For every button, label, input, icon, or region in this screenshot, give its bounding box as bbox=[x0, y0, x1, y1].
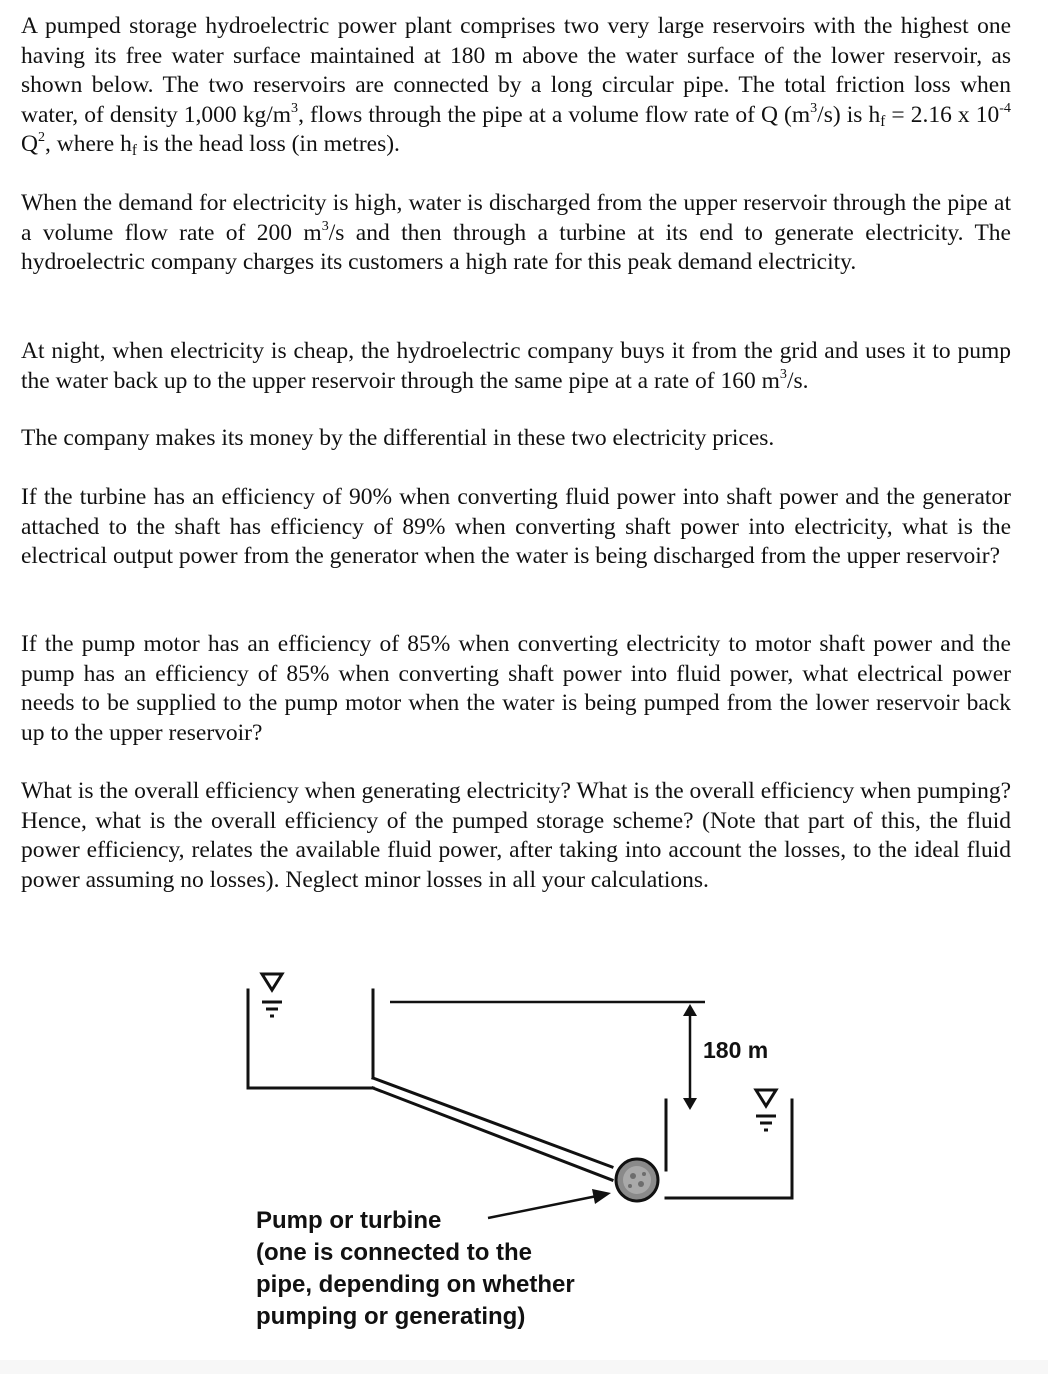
subscript-f: f bbox=[880, 112, 886, 130]
paragraph-night-pumping: At night, when electricity is cheap, the hydroelectric company buys it from the grid and uses it to pump the water back up to the upper reservoir through the same pipe at a rate of 160 $m^3/s$. bbox=[21, 338, 1011, 394]
height-label: 180 m bbox=[703, 1037, 769, 1063]
caption-line-3: pipe, depending on whether bbox=[256, 1271, 575, 1298]
paragraph-question-efficiency: What is the overall efficiency when generating electricity? What is the overall efficiency when pumping? Hence, what is the overall efficiency of the pumped storage scheme? (Note that part of this, the fluid power efficiency, relates the available fluid power, after taking into account the losses, to the ideal fluid power assuming no losses). Neglect minor losses in all your calculations. bbox=[21, 778, 1011, 893]
superscript-cubed: 3 bbox=[779, 365, 787, 382]
superscript-exponent: -4 bbox=[999, 99, 1011, 116]
paragraph-problem-setup: A pumped storage hydroelectric power plant comprises two very large reservoirs with the highest one having its free water surface maintained at 180 m above the water surface of the lower reservoir, as shown below. The two reservoirs are connected by a long circular pipe. The total friction loss when water, of density 1,000 $kg/m^3$, flows through the pipe at a volume flow rate of Q $(m^3/s)$ is $h_f = 2.16$ x $10^{-4}$ $Q^2$, where $h_f$ is the head loss (in metres). bbox=[21, 13, 1011, 159]
caption-pointer-arrow bbox=[488, 1189, 611, 1218]
lower-water-surface-icon bbox=[756, 1090, 776, 1130]
paragraph-question-pump: If the pump motor has an efficiency of 85% when converting electricity to motor shaft power and the pump has an efficiency of 85% when converting shaft power into fluid power, what electrical power needs to be supplied to the pump motor when the water is being pumped from the lower reservoir back up to the upper reservoir? bbox=[21, 631, 1011, 746]
subscript-f: f bbox=[131, 141, 137, 159]
paragraph-price-differential: The company makes its money by the differential in these two electricity prices. bbox=[21, 425, 775, 451]
superscript-cubed: 3 bbox=[291, 99, 299, 116]
pump-turbine-icon bbox=[616, 1159, 658, 1201]
superscript-cubed: 3 bbox=[810, 99, 818, 116]
height-dimension-arrow bbox=[683, 1004, 697, 1110]
page-bottom-edge bbox=[0, 1360, 1048, 1374]
upper-water-surface-icon bbox=[262, 974, 282, 1016]
caption-line-1: Pump or turbine bbox=[256, 1207, 442, 1234]
pipe-top-wall bbox=[373, 1078, 612, 1167]
upper-reservoir bbox=[248, 990, 373, 1088]
pipe-bottom-wall bbox=[373, 1088, 612, 1180]
reservoir-diagram bbox=[0, 960, 1048, 1374]
caption-line-4: pumping or generating) bbox=[256, 1303, 526, 1330]
superscript-cubed: 3 bbox=[321, 217, 329, 234]
paragraph-peak-demand: When the demand for electricity is high, water is discharged from the upper reservoir through the pipe at a volume flow rate of 200 $m^3/s$ and then through a turbine at its end to generate electricity. The hydroelectric company charges its customers a high rate for this peak demand electricity. bbox=[21, 190, 1011, 275]
caption-line-2: (one is connected to the bbox=[256, 1239, 533, 1266]
superscript-squared: 2 bbox=[37, 129, 46, 146]
paragraph-question-turbine: If the turbine has an efficiency of 90% when converting fluid power into shaft power and the generator attached to the shaft has efficiency of 89% when converting shaft power into electricity, what is the electrical output power from the generator when the water is being discharged from the upper reservoir? bbox=[21, 484, 1011, 569]
